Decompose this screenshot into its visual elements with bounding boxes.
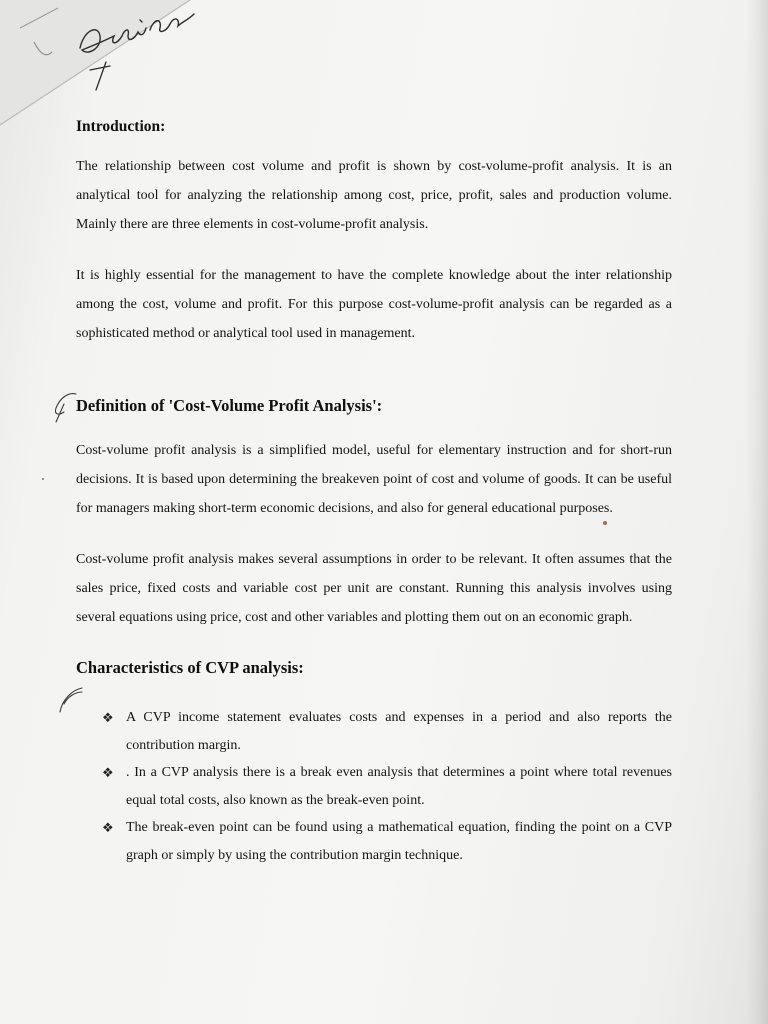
ink-speck [42, 478, 44, 480]
diamond-bullet-icon: ❖ [102, 710, 114, 725]
list-item [102, 759, 672, 814]
introduction-paragraph-1: The relationship between cost volume and profit is shown by cost-volume-profit analysis. It is an analytical tool for analyzing the relationship among cost, price, profit, sales and production volume. Mainly there are three elements in cost-volume-profit analysis. [76, 159, 672, 232]
characteristics-heading: Characteristics of CVP analysis: [76, 658, 304, 677]
list-item-text: . In a CVP analysis there is a break even analysis that determines a point where total revenues equal total costs, also known as the break-even point. [126, 765, 672, 808]
list-item [102, 814, 672, 869]
list-item-text: A CVP income statement evaluates costs and expenses in a period and also reports the contribution margin. [126, 710, 672, 753]
list-item [102, 704, 672, 759]
introduction-heading: Introduction: [76, 118, 166, 135]
definition-paragraph-1: Cost-volume profit analysis is a simplified model, useful for elementary instruction and for short-run decisions. It is based upon determining the breakeven point of cost and volume of goods. It can be useful for managers making short-term economic decisions, and also for general educational purposes. [76, 443, 672, 516]
characteristics-list [102, 704, 672, 869]
list-item-text: The break-even point can be found using a mathematical equation, finding the point on a CVP graph or simply by using the contribution margin technique. [126, 820, 672, 863]
document-body [76, 118, 672, 869]
diamond-bullet-icon: ❖ [102, 765, 114, 780]
diamond-bullet-icon: ❖ [102, 820, 114, 835]
introduction-paragraph-2: It is highly essential for the management to have the complete knowledge about the inter relationship among the cost, volume and profit. For this purpose cost-volume-profit analysis can be regarded as a sophisticated method or analytical tool used in management. [76, 268, 672, 341]
definition-heading: Definition of 'Cost-Volume Profit Analysis': [76, 396, 383, 415]
definition-paragraph-2: Cost-volume profit analysis makes several assumptions in order to be relevant. It often assumes that the sales price, fixed costs and variable cost per unit are constant. Running this analysis involves using several equations using price, cost and other variables and plotting them out on an economic graph. [76, 552, 672, 625]
page-edge-shadow [746, 0, 768, 1024]
handwritten-signature-icon [70, 0, 200, 95]
